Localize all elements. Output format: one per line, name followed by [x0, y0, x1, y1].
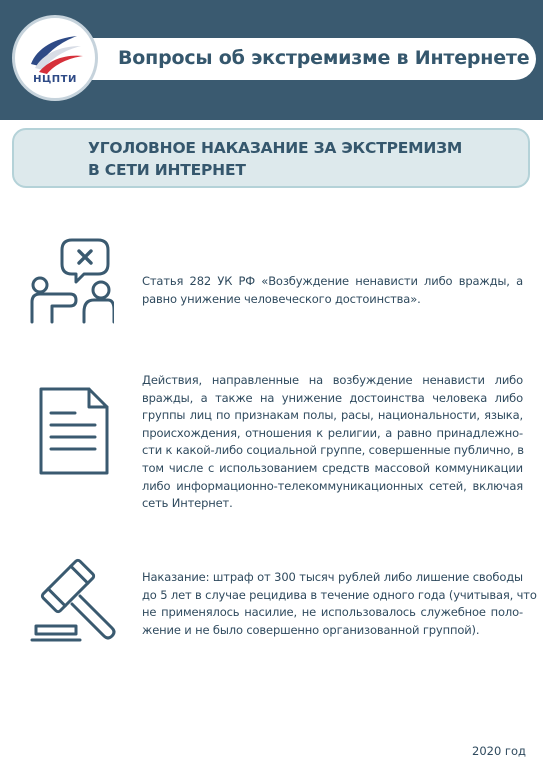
punishment-paragraph [142, 569, 537, 639]
footer-year: 2020 год [472, 744, 526, 758]
section-title-line-1: УГОЛОВНОЕ НАКАЗАНИЕ ЗА ЭКСТРЕМИЗМ [88, 139, 463, 157]
punishment-line-1: Наказание: штраф от 300 тысяч рублей либо лишение свободы [142, 570, 523, 584]
actions-line-1: Действия, направленные на возбуждение ненависти либо [142, 373, 523, 387]
header-banner [0, 0, 543, 120]
actions-line-2: вражды, а также на унижение достоинства человека либо [142, 390, 523, 405]
page-title: Вопросы об экстремизме в Интернете [118, 47, 530, 69]
article-line-2: равно унижение человеческого достоинства». [142, 291, 421, 306]
actions-line-7: либо информационно-телекоммуникационных сетей, включая [142, 478, 523, 493]
logo-swoosh-icon [15, 18, 95, 98]
section-title-box [12, 128, 530, 188]
actions-paragraph [142, 372, 523, 513]
punishment-line-2: до 5 лет в случае рецидива в течение одного года (учитывая, что [142, 587, 537, 602]
actions-line-8: сеть Интернет. [142, 496, 233, 511]
punishment-line-4: жение и не было совершенно организованной группой). [142, 622, 480, 637]
actions-line-3: группы лиц по признакам полы, расы, национальности, языка, [142, 408, 523, 423]
actions-line-4: происхождения, отношения к религии, а равно принадлежно- [142, 425, 523, 440]
actions-line-6: том числе с использованием средств массовой коммуникации [142, 460, 523, 475]
article-line-1: Статья 282 УК РФ «Возбуждение ненависти либо вражды, а [142, 274, 523, 288]
actions-line-5: сти к какой-либо социальной группе, совершенные публично, в [142, 443, 524, 458]
title-pill [40, 38, 536, 80]
document-icon [37, 385, 111, 477]
gavel-icon [28, 556, 120, 644]
people-dispute-icon [28, 238, 114, 326]
article-paragraph [142, 273, 523, 308]
section-title-line-2: В СЕТИ ИНТЕРНЕТ [88, 161, 246, 179]
logo-text: НЦПТИ [33, 74, 77, 85]
logo [12, 15, 98, 101]
punishment-line-3: не применялось насилие, не использовалось служебное поло- [142, 605, 523, 620]
